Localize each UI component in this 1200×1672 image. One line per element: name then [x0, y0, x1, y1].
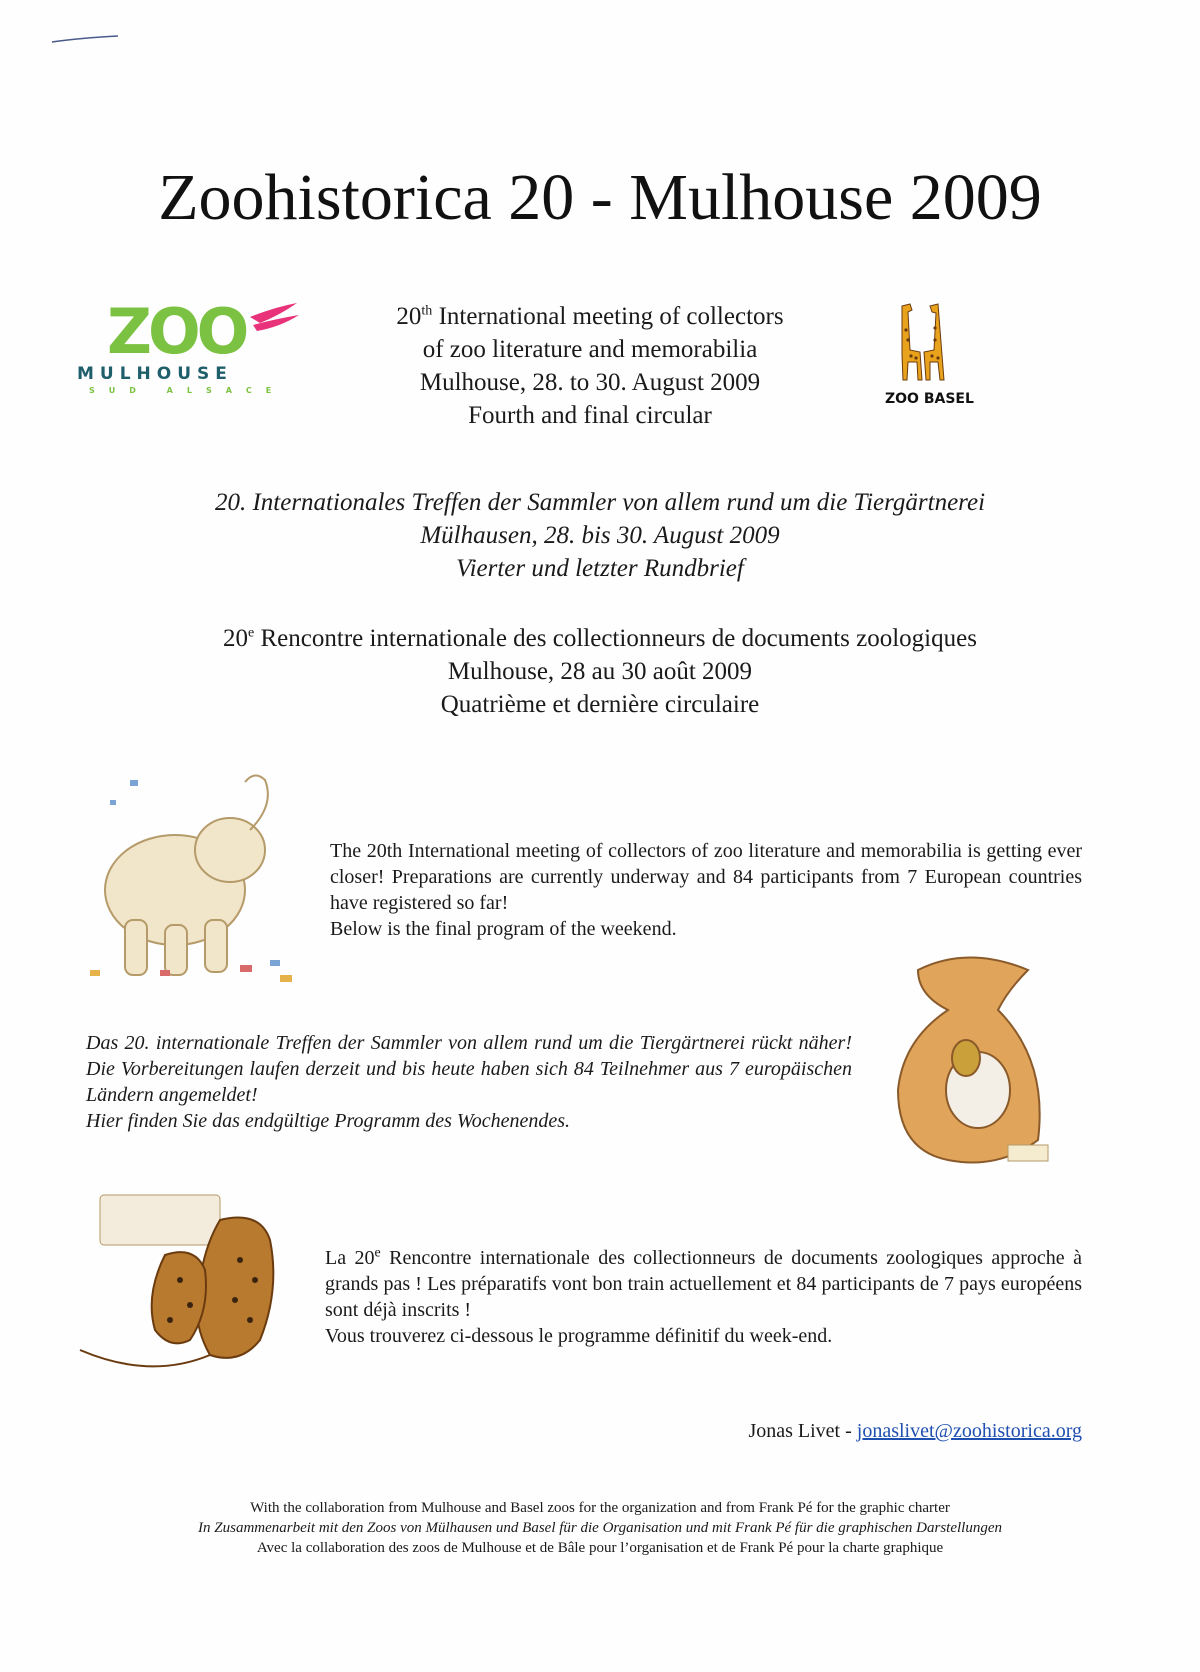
- english-header-line1: 20th International meeting of collectors: [396, 303, 784, 330]
- german-header-line3: Vierter und letzter Rundbrief: [456, 555, 744, 582]
- signature: [600, 1420, 1082, 1443]
- german-paragraph: [86, 1030, 852, 1134]
- page-title: Zoohistorica 20 - Mulhouse 2009: [158, 161, 1042, 234]
- zoo-logo-text: ZOO: [107, 295, 246, 368]
- sud-alsace-logo-text: SUD ALSACE: [89, 386, 286, 395]
- pen-scribble: [50, 34, 120, 44]
- french-header-line3: Quatrième et dernière circulaire: [440, 691, 760, 718]
- french-header-line2: Mulhouse, 28 au 30 août 2009: [447, 658, 753, 685]
- german-paragraph-last: Hier finden Sie das endgültige Programm des Wochenendes.: [86, 1110, 570, 1132]
- footer-french: Avec la collaboration des zoos de Mulhouse et de Bâle pour l’organisation et de Frank Pé pour la charte graphique: [256, 1540, 944, 1556]
- german-header: [0, 486, 1200, 585]
- mulhouse-logo-text: MULHOUSE: [77, 364, 233, 384]
- german-header-line2: Mülhausen, 28. bis 30. August 2009: [420, 522, 780, 549]
- footer-english: With the collaboration from Mulhouse and Basel zoos for the organization and from Frank Pé for the graphic charter: [250, 1500, 950, 1516]
- german-paragraph-text: Das 20. internationale Treffen der Sammler von allem rund um die Tiergärtnerei rückt näher! Die Vorbereitungen laufen derzeit und bis heute haben sich 84 Teilnehmer aus 7 europäischen Ländern angemeldet!: [86, 1032, 852, 1106]
- french-paragraph-text: La 20e Rencontre internationale des collectionneurs de documents zoologiques approche à grands pas ! Les préparatifs vont bon train actuellement et 84 participants de 7 pays européens sont déjà inscrits !: [325, 1245, 1082, 1321]
- english-header: [330, 300, 850, 432]
- signature-name: Jonas Livet -: [748, 1420, 857, 1442]
- zoo-basel-logo: [880, 300, 990, 420]
- english-paragraph-last: Below is the final program of the weekend.: [330, 918, 677, 940]
- elephant-illustration: [70, 770, 310, 990]
- footer-german: In Zusammenarbeit mit den Zoos von Mülhausen und Basel für die Organisation und mit Frank Pé für die graphischen Darstellungen: [198, 1520, 1002, 1536]
- german-header-line1: 20. Internationales Treffen der Sammler von allem rund um die Tiergärtnerei: [214, 489, 986, 516]
- leopards-illustration: [70, 1180, 310, 1380]
- footer: [0, 1498, 1200, 1558]
- english-header-line3: Mulhouse, 28. to 30. August 2009: [419, 369, 761, 396]
- english-paragraph-text: The 20th International meeting of collectors of zoo literature and memorabilia is getting ever closer! Preparations are currently underway and 84 participants from 7 European countries have registered so far!: [330, 840, 1082, 914]
- french-paragraph: [325, 1245, 1082, 1349]
- signature-email-link[interactable]: jonaslivet@zoohistorica.org: [856, 1420, 1082, 1442]
- zoo-basel-text: ZOO BASEL: [885, 391, 974, 407]
- french-header-line1: 20e Rencontre internationale des collectionneurs de documents zoologiques: [223, 625, 977, 652]
- french-header: [0, 622, 1200, 721]
- english-header-line2: of zoo literature and memorabilia: [422, 336, 758, 363]
- zoo-mulhouse-logo: [75, 295, 315, 405]
- english-header-line4: Fourth and final circular: [468, 402, 712, 429]
- orangutan-illustration: [878, 950, 1078, 1180]
- english-paragraph: [330, 838, 1082, 942]
- french-paragraph-last: Vous trouverez ci-dessous le programme définitif du week-end.: [325, 1325, 833, 1347]
